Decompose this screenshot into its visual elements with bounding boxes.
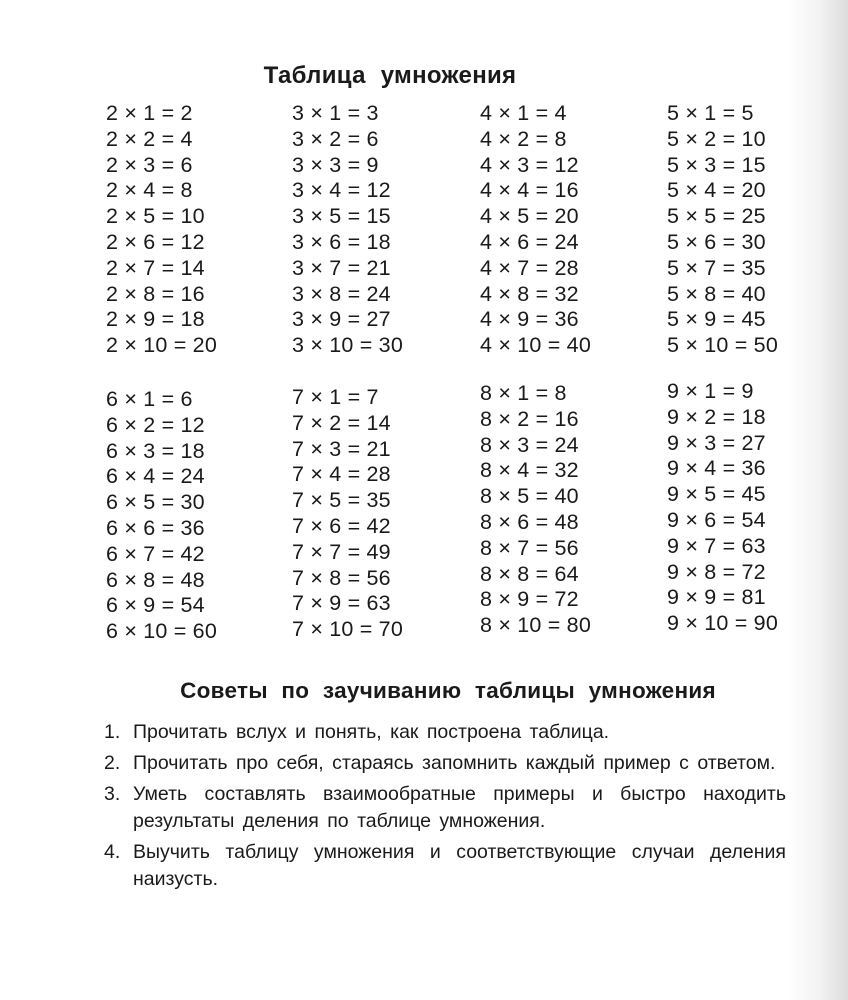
table-row: 2 × 6 = 12 [106, 229, 205, 254]
list-item-number: 3. [104, 783, 121, 805]
table-row: 7 × 3 = 21 [292, 436, 391, 461]
table-row: 4 × 7 = 28 [480, 255, 579, 280]
table-row: 7 × 5 = 35 [292, 488, 391, 513]
table-row: 4 × 4 = 16 [480, 178, 579, 203]
list-item [104, 839, 786, 893]
list-item [104, 781, 786, 835]
table-row: 3 × 3 = 9 [292, 152, 379, 177]
list-item-number: 2. [104, 752, 121, 774]
table-row: 8 × 6 = 48 [480, 509, 579, 534]
table-row: 3 × 5 = 15 [292, 204, 391, 229]
table-row: 5 × 4 = 20 [667, 178, 766, 203]
table-row: 2 × 2 = 4 [106, 126, 193, 151]
table-row: 3 × 4 = 12 [292, 178, 391, 203]
table-row: 7 × 10 = 70 [292, 617, 403, 642]
list-item-text: Прочитать вслух и понять, как построена таблица. [133, 721, 610, 743]
table-row: 7 × 2 = 14 [292, 410, 391, 435]
table-row: 6 × 1 = 6 [106, 387, 193, 411]
list-item [104, 719, 786, 746]
table-column-7 [292, 385, 472, 643]
table-row: 7 × 7 = 49 [292, 539, 391, 564]
table-row: 9 × 4 = 36 [667, 456, 766, 481]
table-row: 9 × 5 = 45 [667, 482, 766, 507]
table-row: 5 × 6 = 30 [667, 229, 766, 254]
table-row: 3 × 10 = 30 [292, 333, 403, 358]
table-row: 4 × 10 = 40 [480, 333, 591, 358]
table-row: 8 × 2 = 16 [480, 406, 579, 431]
table-row: 7 × 6 = 42 [292, 513, 391, 538]
table-row: 6 × 4 = 24 [106, 464, 205, 489]
list-item-text: Прочитать про себя, стараясь запомнить каждый пример с ответом. [133, 752, 776, 774]
table-row: 9 × 8 = 72 [667, 559, 766, 584]
table-row: 3 × 2 = 6 [292, 126, 379, 151]
table-row: 8 × 5 = 40 [480, 484, 579, 509]
table-row: 8 × 1 = 8 [480, 381, 567, 405]
table-row: 8 × 4 = 32 [480, 458, 579, 483]
tips-list [104, 719, 786, 897]
table-row: 9 × 1 = 9 [667, 379, 754, 403]
table-row: 2 × 4 = 8 [106, 178, 193, 203]
table-row: 4 × 8 = 32 [480, 281, 579, 306]
table-row: 5 × 2 = 10 [667, 126, 766, 151]
table-row: 7 × 4 = 28 [292, 462, 391, 487]
table-row: 5 × 8 = 40 [667, 281, 766, 306]
table-row: 9 × 10 = 90 [667, 611, 778, 636]
list-item-text: Выучить таблицу умножения и соответствующие случаи деления наизусть. [133, 841, 786, 890]
table-row: 4 × 1 = 4 [480, 101, 567, 125]
table-row: 6 × 9 = 54 [106, 593, 205, 618]
table-row: 6 × 7 = 42 [106, 541, 205, 566]
table-row: 8 × 7 = 56 [480, 535, 579, 560]
table-row: 8 × 9 = 72 [480, 587, 579, 612]
list-item-text: Уметь составлять взаимообратные примеры и быстро находить результаты деления по таблице умножения. [133, 783, 786, 832]
table-row: 7 × 9 = 63 [292, 591, 391, 616]
table-row: 2 × 1 = 2 [106, 101, 193, 125]
table-row: 2 × 3 = 6 [106, 152, 193, 177]
table-row: 5 × 5 = 25 [667, 204, 766, 229]
table-row: 9 × 9 = 81 [667, 585, 766, 610]
table-row: 6 × 5 = 30 [106, 490, 205, 515]
table-row: 9 × 3 = 27 [667, 430, 766, 455]
table-row: 5 × 10 = 50 [667, 333, 778, 358]
table-row: 2 × 5 = 10 [106, 204, 205, 229]
table-row: 4 × 9 = 36 [480, 307, 579, 332]
table-row: 4 × 3 = 12 [480, 152, 579, 177]
table-row: 9 × 2 = 18 [667, 404, 766, 429]
table-column-5 [667, 101, 847, 359]
table-row: 3 × 7 = 21 [292, 255, 391, 280]
table-row: 2 × 9 = 18 [106, 307, 205, 332]
table-row: 8 × 3 = 24 [480, 432, 579, 457]
table-row: 7 × 1 = 7 [292, 385, 379, 409]
list-item-number: 4. [104, 841, 121, 863]
table-row: 6 × 8 = 48 [106, 567, 205, 592]
table-column-8 [480, 381, 660, 639]
table-row: 8 × 8 = 64 [480, 561, 579, 586]
table-row: 5 × 9 = 45 [667, 307, 766, 332]
table-row: 5 × 3 = 15 [667, 152, 766, 177]
page-title: Таблица умножения [263, 62, 517, 89]
table-row: 2 × 7 = 14 [106, 255, 205, 280]
table-row: 4 × 5 = 20 [480, 204, 579, 229]
table-column-4 [480, 101, 660, 359]
table-row: 6 × 6 = 36 [106, 515, 205, 540]
table-row: 6 × 2 = 12 [106, 412, 205, 437]
table-row: 9 × 6 = 54 [667, 507, 766, 532]
list-item-number: 1. [104, 721, 121, 743]
table-row: 2 × 10 = 20 [106, 333, 217, 358]
table-row: 3 × 9 = 27 [292, 307, 391, 332]
table-row: 6 × 3 = 18 [106, 438, 205, 463]
table-row: 5 × 1 = 5 [667, 101, 754, 125]
table-column-9 [667, 379, 847, 637]
table-row: 3 × 6 = 18 [292, 229, 391, 254]
list-item [104, 750, 786, 777]
table-row: 7 × 8 = 56 [292, 565, 391, 590]
table-row: 2 × 8 = 16 [106, 281, 205, 306]
table-column-6 [106, 387, 286, 645]
table-column-3 [292, 101, 472, 359]
table-row: 3 × 1 = 3 [292, 101, 379, 125]
table-row: 3 × 8 = 24 [292, 281, 391, 306]
tips-heading: Советы по заучиванию таблицы умножения [180, 678, 716, 703]
table-row: 6 × 10 = 60 [106, 619, 217, 644]
table-row: 8 × 10 = 80 [480, 613, 591, 638]
table-row: 4 × 6 = 24 [480, 229, 579, 254]
table-row: 4 × 2 = 8 [480, 126, 567, 151]
table-column-2 [106, 101, 286, 359]
table-row: 5 × 7 = 35 [667, 255, 766, 280]
table-row: 9 × 7 = 63 [667, 533, 766, 558]
